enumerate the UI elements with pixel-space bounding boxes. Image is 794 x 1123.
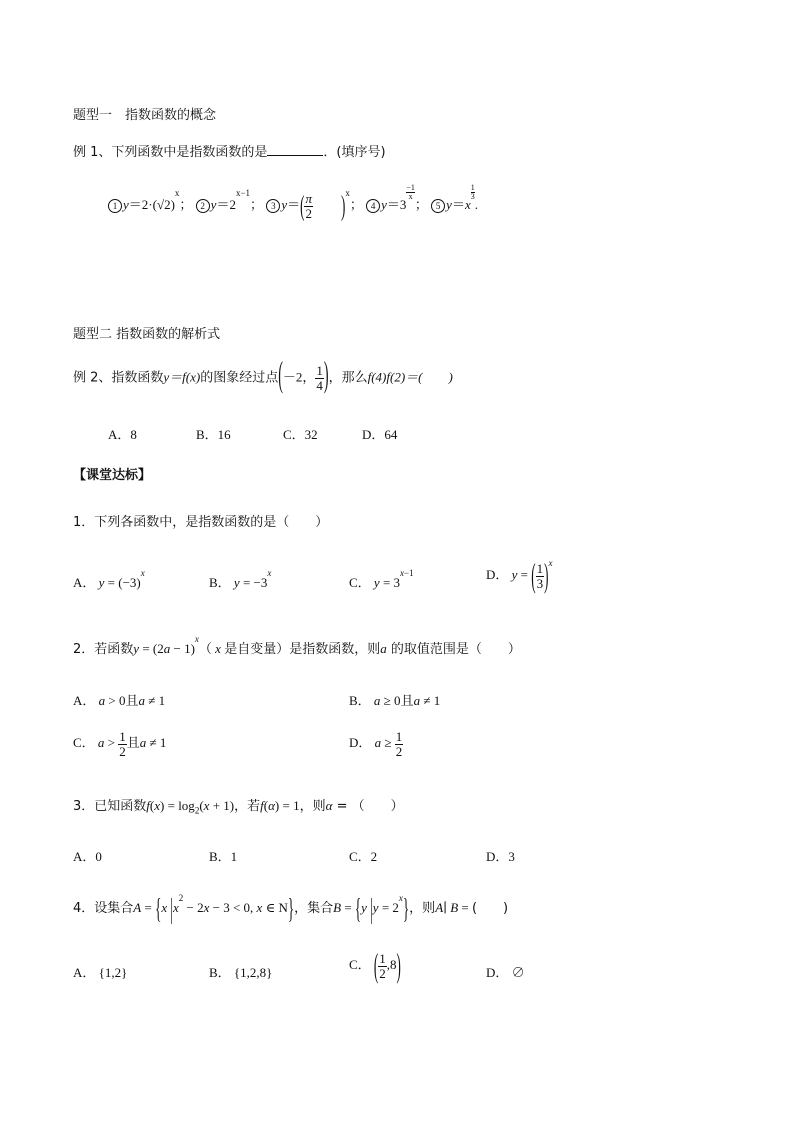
question-2-option-a[interactable]: A． a > 0且a ≠ 1 [73,693,166,709]
question-4-option-b[interactable]: B． {1,2,8} [209,965,273,980]
question-2-option-d[interactable]: D． a ≥ $\frac{1}{2}$ [349,729,403,759]
circled-5: 5 [431,199,445,213]
example-1-label: 例 1、下列函数中是指数函数的是 [73,145,268,160]
question-1-option-d[interactable]: D． y = ( $\frac{1}{3}$ )$^x$ [486,555,553,595]
example-2-stem: 例 2、指数函数y＝f(x)的图象经过点(－2， $\frac{1}{4}$ )，那么f(4)f(2)＝( ) [73,357,453,397]
question-4-option-c[interactable]: C． ( $\frac{1}{2}$ ,8) [349,945,401,985]
example-2-option-c[interactable]: C．32 [283,427,318,442]
example-2-option-a[interactable]: A．8 [108,427,137,442]
answer-blank[interactable] [267,143,323,156]
question-3-option-d[interactable]: D．3 [486,849,515,864]
question-1-option-c[interactable]: C． $y = 3^{x-1}$ [349,568,414,590]
question-3-option-a[interactable]: A．0 [73,849,102,864]
question-4-stem: 4．设集合A = {x $|x^2 - 2x - 3 < 0$, x ∈ N}，集合B = {y $|y = 2^x$}，则A∣ B = ( ) [73,891,509,925]
question-2-option-c[interactable]: C． a > $\frac{1}{2}$ 且a ≠ 1 [73,729,167,759]
classwork-title: 【课堂达标】 [73,468,152,483]
example-1-suffix: ．(填序号) [323,145,386,160]
circled-4: 4 [366,199,380,213]
circled-2: 2 [196,199,210,213]
section-title-1: 题型一 指数函数的概念 [73,108,217,123]
question-1-stem: 1．下列各函数中，是指数函数的是（ ） [73,515,329,530]
question-3-stem: 3．已知函数$f(x) = \log_2(x + 1)$，若f(α) = 1，则α = （ ） [73,798,404,816]
question-2-option-b[interactable]: B． a ≥ 0且a ≠ 1 [349,693,441,709]
question-4-option-d[interactable]: D． ∅ [486,965,525,980]
question-3-option-b[interactable]: B．1 [209,849,238,864]
section-title-2: 题型二 指数函数的解析式 [73,327,221,342]
question-4-option-a[interactable]: A． {1,2} [73,965,128,980]
example-2-option-d[interactable]: D．64 [362,427,398,442]
question-3-option-c[interactable]: C．2 [349,849,378,864]
example-1-stem [73,141,386,160]
example-1-options: 1 $y=2\cdot(√2)^x$； 2 $y=2^{x-1}$； 3 y＝( $\frac{\pi}{2}$ )$^x$； 4 y＝3 $\frac{-1}{x}$ ； 5 y＝x $\frac{1}{3}$ . [108,192,478,220]
circled-3: 3 [266,199,280,213]
example-2-option-b[interactable]: B．16 [196,427,231,442]
question-2-stem: 2．若函数$y = (2a - 1)^x$（ x 是自变量）是指数函数，则a 的取值范围是（ ） [73,634,521,657]
circled-1: 1 [108,199,122,213]
question-1-option-a[interactable]: A． $y = (-3)^x$ [73,568,145,590]
question-1-option-b[interactable]: B． $y = -3^x$ [209,568,272,590]
